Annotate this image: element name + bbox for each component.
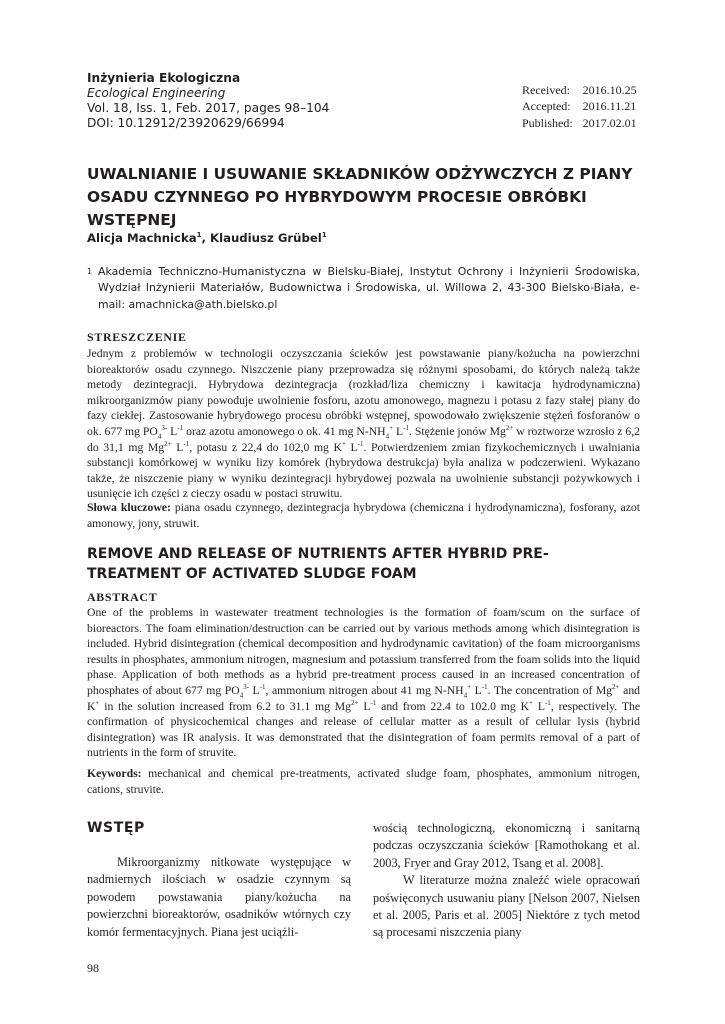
streszczenie-heading: STRESZCZENIE: [87, 330, 187, 344]
keywords-en-label: Keywords:: [87, 767, 142, 780]
journal-name-pl: Inżynieria Ekologiczna: [87, 71, 241, 85]
keywords-pl-text: piana osadu czynnego, dezintegracja hybrydowa (chemiczna i hydrodynamiczna), fosforany, azot amonowy, jony, struwit.: [87, 501, 640, 530]
affiliation-number: 1: [87, 267, 93, 276]
author-2-affil: 1: [321, 231, 327, 240]
affiliation: [87, 264, 640, 313]
authors: [87, 231, 327, 245]
article-dates: [522, 82, 637, 131]
affiliation-text: Akademia Techniczno-Humanistyczna w Bielsku-Białej, Instytut Ochrony i Inżynierii Środowiska, Wydział Inżynierii Materiałów, Budownictwa i Środowiska, ul. Willowa 2, 43-300 Bielsko-Biała, e-mail: amachnicka@ath.bielsko.pl: [98, 265, 640, 311]
author-1-affil: 1: [196, 231, 202, 240]
published-label: Published:: [522, 115, 573, 130]
keywords-en-text: mechanical and chemical pre-treatments, activated sludge foam, phosphates, ammonium nitrogen, cations, struvite.: [87, 767, 640, 796]
journal-info: [87, 71, 417, 131]
article-title-en: REMOVE AND RELEASE OF NUTRIENTS AFTER HYBRID PRE-TREATMENT OF ACTIVATED SLUDGE FOAM: [87, 546, 549, 582]
accepted-label: Accepted:: [522, 99, 571, 114]
page-number: 98: [87, 961, 99, 975]
body-column-left: [87, 854, 351, 941]
author-2: Klaudiusz Grübel: [210, 231, 322, 245]
abstract-heading: ABSTRACT: [87, 590, 158, 604]
body-paragraph: Mikroorganizmy nitkowate występujące w nadmiernych ilościach w osadzie czynnym są powodem powstawania piany/kożucha na powierzchni bioreaktorów, osadników wtórnych czy komór fermentacyjnych. Piana jest uciążli-: [87, 855, 351, 939]
section-heading-wstep: WSTĘP: [87, 820, 145, 836]
received-label: Received:: [522, 83, 570, 97]
keywords-pl-label: Słowa kluczowe:: [87, 501, 171, 514]
streszczenie-text: Jednym z problemów w technologii oczyszczania ścieków jest powstawanie piany/kożucha na powierzchni bioreaktorów osadu czynnego. Niszczenie piany przeprowadza się różnymi sposobami, do których należą także metody dezintegracji. Hybrydowa dezintegracja (rozkład/liza chemiczny i kawitacja hydrodynamiczna) mikroorganizmów piany powoduje uwolnienie fosforu, azotu amonowego, magnezu i potasu z fazy stałej piany do fazy ciekłej. Zastosowanie hybrydowego procesu obróbki wstępnej, spowodowało zwiększenie stężeń fosforanów o ok. 677 mg $PO_4^{3-}$ $L^{-1}$ oraz azotu amonowego o ok. 41 mg $N-NH_4^+$ $L^{-1}$. Stężenie jonów $Mg^{2+}$ w roztworze wzrosło z 6,2 do 31,1 mg $Mg^{2+}$ $L^{-1}$, potasu z 22,4 do 102,0 mg K+ $L^{-1}$. Potwierdzeniem zmian fizykochemicznych i uwalniania substancji komórkowej w wyniku lizy komórek (hybrydowa destrukcja) była analiza w podczerwieni. Wykazano także, że niszczenie piany w wyniku dezintegracji hybrydowej pozwala na uwolnienie substancji pożywkowych i usunięcie ich części z cieczy osadu w postaci struwitu.: [87, 347, 641, 501]
body-paragraph: wością technologiczną, ekonomiczną i sanitarną podczas oczyszczania ścieków [Ramothokang et al. 2003, Fryer and Gray 2012, Tsang et al. 2008].: [373, 821, 640, 870]
body-paragraph: W literaturze można znaleźć wiele opracowań poświęconych usuwaniu piany [Nelson 2007, Nielsen et al. 2005, Paris et al. 2005] Niektóre z tych metod są procesami niszczenia piany: [373, 873, 640, 940]
author-1: Alicja Machnicka: [87, 231, 197, 245]
journal-volume: Vol. 18, Iss. 1, Feb. 2017, pages 98–104: [87, 101, 330, 115]
journal-doi: DOI: 10.12912/23920629/66994: [87, 116, 285, 130]
published-date: 2017.02.01: [582, 115, 637, 130]
keywords-en: [87, 766, 640, 797]
body-column-right: [373, 820, 640, 942]
keywords-pl: [87, 500, 640, 531]
accepted-date: 2016.11.21: [582, 99, 637, 114]
author-separator: ,: [201, 231, 211, 245]
article-title-pl: UWALNIANIE I USUWANIE SKŁADNIKÓW ODŻYWCZYCH Z PIANY OSADU CZYNNEGO PO HYBRYDOWYM PROCESIE OBRÓBKI WSTĘPNEJ: [87, 165, 633, 229]
journal-name-en: Ecological Engineering: [87, 86, 226, 100]
abstract-text: One of the problems in wastewater treatment technologies is the formation of foam/scum on the surface of bioreactors. The foam elimination/destruction can be carried out by various methods among which disintegration is included. Hybrid disintegration (chemical decomposition and hydrodynamic cavitation) of the foam microorganisms results in phosphates, ammonium nitrogen, magnesium and potassium transferred from the foam solids into the liquid phase. Application of both methods as a hybrid pre-treatment process caused in an increased concentration of phosphates of about 677 mg $PO_4^{3-}$ $L^{-1}$, ammonium nitrogen about 41 mg $N-NH_4^+$ $L^{-1}$. The concentration of $Mg^{2+}$ and K+ in the solution increased from 6.2 to 31.1 mg $Mg^{2+}$ $L^{-1}$ and from 22.4 to 102.0 mg K+ $L^{-1}$, respectively. The confirmation of physicochemical changes and release of cellular matter as a result of cellular lysis (hybrid disintegration) was IR analysis. It was demonstrated that the disintegration of foam permits removal of a part of nutrients in the form of struvite.: [87, 606, 641, 760]
received-date: 2016.10.25: [582, 83, 637, 97]
